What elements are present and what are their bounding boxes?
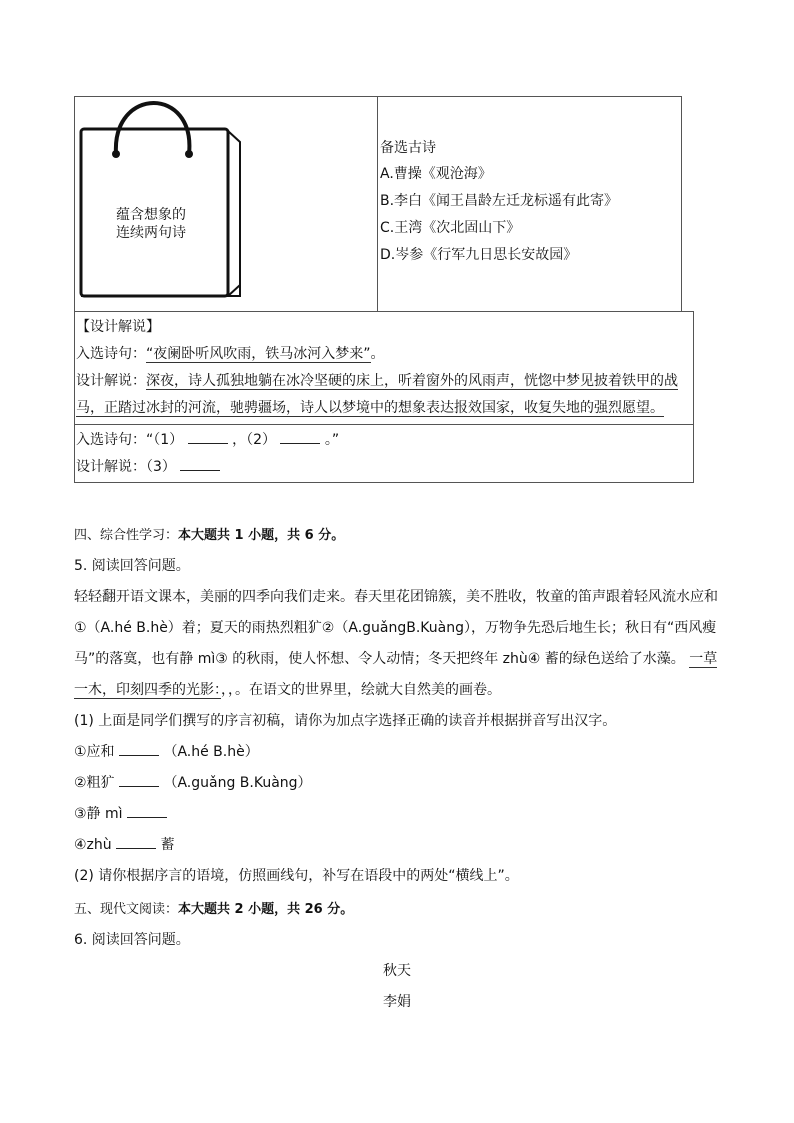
table-border-left (74, 96, 75, 311)
item3-blank[interactable] (127, 805, 167, 818)
item-4 (74, 834, 175, 854)
section5-heading-bold: 本大题共 2 小题，共 26 分。 (178, 902, 354, 917)
explain-text2: 马，正踏过冰封的河流，驰骋疆场，诗人以梦境中的想象表达报效国家，收复失地的强烈愿望。 (76, 400, 664, 416)
answer2-line (76, 456, 220, 476)
answer-blank-3[interactable] (180, 458, 220, 471)
table-border-right (681, 96, 682, 311)
bag-label-line2: 连续两句诗 (116, 225, 186, 241)
answer2-prefix: 设计解说：（3） (76, 459, 176, 475)
sample-prefix: 入选诗句： (76, 346, 146, 362)
explain-line1 (76, 370, 678, 390)
item-1 (74, 741, 259, 761)
item1-post: （A.hé B.hè） (163, 744, 259, 760)
poem-author: 李娟 (383, 994, 411, 1010)
design-border-top (74, 311, 694, 312)
table-border-middle (377, 96, 378, 311)
design-divider (74, 424, 694, 425)
para-line4 (74, 679, 501, 699)
item4-blank[interactable] (116, 836, 156, 849)
item2-blank[interactable] (119, 774, 159, 787)
q5-title: 5. 阅读回答问题。 (74, 558, 190, 574)
section5-heading (74, 898, 353, 917)
design-border-left (74, 311, 75, 483)
answer-end: 。” (324, 432, 340, 448)
sample-line (76, 343, 385, 363)
section5-heading-pre: 五、现代文阅读： (74, 902, 179, 917)
options-title: 备选古诗 (380, 140, 436, 156)
item1-pre: ①应和 (74, 744, 115, 760)
sample-end: 。 (370, 346, 385, 362)
item-2 (74, 772, 312, 792)
answer-mid: ，（2） (232, 432, 276, 448)
para4-underlined: 一木，印刻四季的光影： (74, 682, 221, 698)
option-c: C.王湾《次北固山下》 (380, 220, 521, 236)
q6-title: 6. 阅读回答问题。 (74, 932, 190, 948)
table-border-top (74, 96, 682, 97)
item2-pre: ②粗犷 (74, 775, 115, 791)
explain-text1: 深夜，诗人孤独地躺在冰冷坚硬的床上，听着窗外的风雨声，恍惚中梦见披着铁甲的战 (146, 373, 678, 389)
option-b: B.李白《闻王昌龄左迁龙标遥有此寄》 (380, 193, 619, 209)
explain-prefix: 设计解说： (76, 373, 146, 389)
para-line1: 轻轻翻开语文课本，美丽的四季向我们走来。春天里花团锦簇，美不胜收，牧童的笛声跟着轻风流水应和 (74, 589, 718, 605)
design-header: 【设计解说】 (76, 319, 160, 335)
para3-text: 马”的落寞，也有静 mì③ 的秋雨，使人怀想、令人动情；冬天把终年 zhù④ 蓄的绿色送给了水藻。 (74, 651, 685, 667)
poem-title: 秋天 (383, 963, 411, 979)
sample-quote: “夜阑卧听风吹雨，铁马冰河入梦来” (146, 346, 371, 362)
item4-pre: ④zhù (74, 837, 112, 853)
sub-question-1: (1) 上面是同学们撰写的序言初稿，请你为加点字选择正确的读音并根据拼音写出汉字。 (74, 713, 617, 729)
option-d: D.岑参《行军九日思长安故园》 (380, 247, 578, 263)
answer-blank-1[interactable] (188, 431, 228, 444)
answer-prefix: 入选诗句：“（1） (76, 432, 184, 448)
item3-pre: ③静 mì (74, 806, 123, 822)
section4-heading-pre: 四、综合性学习： (74, 528, 179, 543)
sub-question-2: (2) 请你根据序言的语境，仿照画线句，补写在语段中的两处“横线上”。 (74, 868, 519, 884)
para3-underlined: 一草 (689, 651, 718, 667)
item-3 (74, 803, 167, 823)
section4-heading (74, 524, 344, 543)
answer-line (76, 429, 339, 449)
option-a: A.曹操《观沧海》 (380, 166, 492, 182)
answer-blank-2[interactable] (280, 431, 320, 444)
item2-post: （A.guǎng B.Kuàng） (163, 775, 312, 791)
explain-line2 (76, 397, 664, 417)
shopping-bag-icon (76, 98, 246, 303)
item1-blank[interactable] (119, 743, 159, 756)
bag-label-line1: 蕴含想象的 (116, 207, 186, 223)
para-line2: ①（A.hé B.hè）着；夏天的雨热烈粗犷②（A.guǎngB.Kuàng），万物争先恐后地生长；秋日有“西风瘦 (74, 620, 717, 636)
design-border-bottom (74, 482, 694, 483)
para-line3 (74, 648, 717, 668)
section4-heading-bold: 本大题共 1 小题，共 6 分。 (178, 528, 345, 543)
item4-post: 蓄 (160, 837, 175, 853)
design-border-right (693, 311, 694, 483)
para4-rest: ，，。在语文的世界里，绘就大自然美的画卷。 (221, 682, 501, 698)
